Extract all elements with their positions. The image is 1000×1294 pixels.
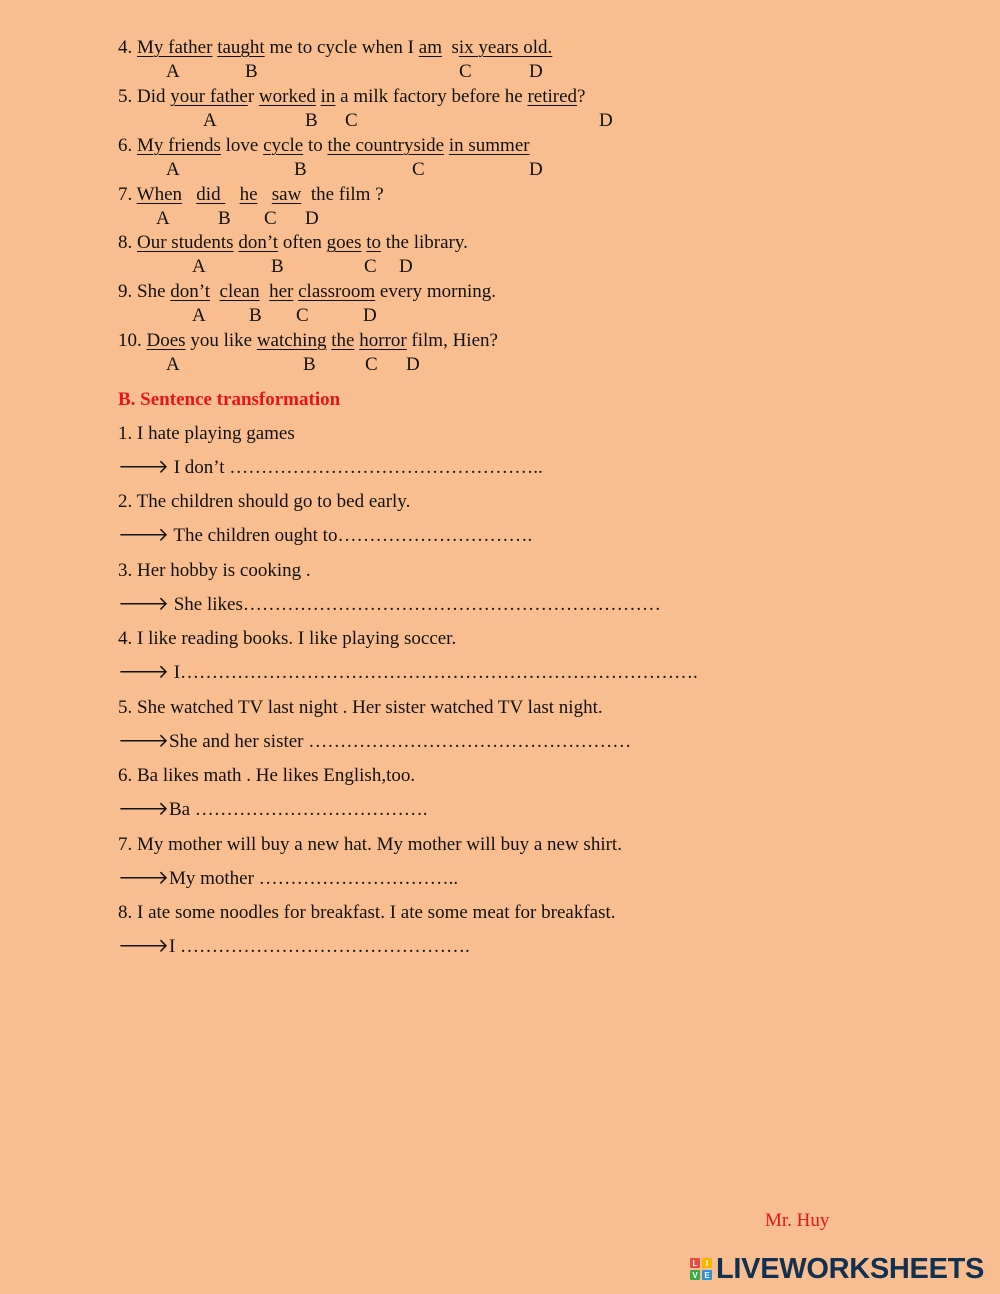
- option-label-c: C: [364, 256, 377, 277]
- liveworksheets-logo[interactable]: [690, 1252, 984, 1286]
- transformation-answer-line: 🡒I ……………………………………….: [118, 936, 470, 957]
- option-label-c: C: [264, 208, 277, 229]
- option-label-b: B: [305, 110, 318, 131]
- transformation-answer-line: 🡒 She likes…………………………………………………………: [118, 594, 661, 615]
- option-label-a: A: [166, 159, 180, 180]
- transformation-answer-line: 🡒My mother …………………………..: [118, 868, 459, 889]
- underlined-option-text: he: [239, 184, 258, 205]
- question-text: [182, 184, 196, 205]
- transformation-prompt: 1. I hate playing games: [118, 423, 295, 444]
- underlined-option-text: in summer: [448, 135, 530, 156]
- underlined-option-text: Does: [146, 330, 186, 351]
- question-9: [118, 281, 496, 303]
- transformation-prompt: 2. The children should go to bed early.: [118, 491, 411, 512]
- underlined-option-text: am: [418, 37, 442, 58]
- underlined-option-text: did: [196, 184, 226, 205]
- option-label-d: D: [529, 159, 543, 180]
- question-text: you like: [185, 330, 257, 351]
- option-label-d: D: [529, 61, 543, 82]
- underlined-option-text: don’t: [238, 232, 279, 253]
- question-text: love: [220, 135, 264, 156]
- option-label-c: C: [345, 110, 358, 131]
- question-7: [118, 184, 384, 206]
- transformation-answer-line: 🡒 I……………………………………………………………………….: [118, 662, 698, 683]
- question-text: a milk factory before he: [335, 86, 528, 107]
- question-text: film, Hien?: [406, 330, 498, 351]
- author-signature: Mr. Huy: [765, 1210, 830, 1231]
- option-label-b: B: [218, 208, 231, 229]
- option-label-b: B: [271, 256, 284, 277]
- underlined-option-text: saw: [271, 184, 302, 205]
- underlined-option-text: the: [331, 330, 355, 351]
- transformation-answer-line: 🡒Ba ……………………………….: [118, 799, 428, 820]
- option-label-a: A: [166, 354, 180, 375]
- question-text: the library.: [381, 232, 468, 253]
- option-label-a: A: [203, 110, 217, 131]
- liveworksheets-logo-icon: [690, 1258, 712, 1280]
- option-label-c: C: [365, 354, 378, 375]
- option-label-c: C: [459, 61, 472, 82]
- transformation-answer-line: 🡒 I don’t …………………………………………..: [118, 457, 543, 478]
- option-label-c: C: [296, 305, 309, 326]
- option-label-a: A: [156, 208, 170, 229]
- option-label-d: D: [399, 256, 413, 277]
- logo-wordmark: LIVEWORKSHEETS: [716, 1252, 985, 1285]
- question-text: 9. She: [118, 281, 171, 302]
- question-text: 8.: [118, 232, 137, 253]
- option-label-c: C: [412, 159, 425, 180]
- transformation-prompt: 4. I like reading books. I like playing soccer.: [118, 628, 457, 649]
- question-text: 5. Did: [118, 86, 171, 107]
- question-text: 4.: [118, 37, 137, 58]
- underlined-option-text: taught: [217, 37, 265, 58]
- logo-mark-letter: V: [690, 1270, 700, 1280]
- question-text: to: [303, 135, 328, 156]
- underlined-option-text: My friends: [137, 135, 221, 156]
- question-8: [118, 232, 468, 254]
- underlined-option-text: classroom: [298, 281, 376, 302]
- transformation-answer-line: 🡒 The children ought to………………………….: [118, 525, 533, 546]
- question-text: me to cycle when I: [264, 37, 419, 58]
- question-4: [118, 37, 552, 59]
- question-5: [118, 86, 585, 108]
- underlined-option-text: don’t: [170, 281, 211, 302]
- transformation-prompt: 3. Her hobby is cooking .: [118, 560, 311, 581]
- option-label-b: B: [245, 61, 258, 82]
- underlined-option-text: retired: [527, 86, 578, 107]
- option-label-b: B: [294, 159, 307, 180]
- underlined-option-text: your fathe: [170, 86, 248, 107]
- option-label-d: D: [406, 354, 420, 375]
- underlined-option-text: in: [320, 86, 336, 107]
- question-text: [260, 281, 270, 302]
- question-text: r: [247, 86, 259, 107]
- underlined-option-text: horror: [359, 330, 407, 351]
- option-label-d: D: [599, 110, 613, 131]
- logo-mark-letter: L: [690, 1258, 700, 1268]
- transformation-prompt: 8. I ate some noodles for breakfast. I ate some meat for breakfast.: [118, 902, 616, 923]
- question-text: s: [441, 37, 459, 58]
- underlined-option-text: When: [136, 184, 183, 205]
- transformation-prompt: 6. Ba likes math . He likes English,too.: [118, 765, 416, 786]
- underlined-option-text: clean: [219, 281, 260, 302]
- underlined-option-text: her: [269, 281, 294, 302]
- section-b-heading: B. Sentence transformation: [118, 389, 341, 410]
- question-10: [118, 330, 498, 352]
- underlined-option-text: worked: [258, 86, 316, 107]
- transformation-prompt: 7. My mother will buy a new hat. My mother will buy a new shirt.: [118, 834, 622, 855]
- question-text: the film ?: [301, 184, 384, 205]
- transformation-prompt: 5. She watched TV last night . Her sister watched TV last night.: [118, 697, 603, 718]
- underlined-option-text: to: [366, 232, 381, 253]
- transformation-answer-line: 🡒She and her sister ……………………………………………: [118, 731, 632, 752]
- option-label-a: A: [166, 61, 180, 82]
- question-text: ?: [577, 86, 586, 107]
- underlined-option-text: goes: [326, 232, 362, 253]
- option-label-a: A: [192, 305, 206, 326]
- underlined-option-text: watching: [256, 330, 327, 351]
- question-6: [118, 135, 530, 157]
- question-text: [210, 281, 220, 302]
- option-label-d: D: [305, 208, 319, 229]
- underlined-option-text: My father: [137, 37, 213, 58]
- option-label-d: D: [363, 305, 377, 326]
- question-text: 10.: [118, 330, 147, 351]
- question-text: [258, 184, 272, 205]
- underlined-option-text: Our students: [137, 232, 234, 253]
- question-text: every morning.: [375, 281, 496, 302]
- logo-mark-letter: E: [702, 1270, 712, 1280]
- option-label-b: B: [249, 305, 262, 326]
- logo-mark-letter: I: [702, 1258, 712, 1268]
- question-text: [225, 184, 239, 205]
- question-text: often: [278, 232, 327, 253]
- question-text: 6.: [118, 135, 137, 156]
- question-text: 7.: [118, 184, 137, 205]
- option-label-a: A: [192, 256, 206, 277]
- underlined-option-text: the countryside: [327, 135, 445, 156]
- underlined-option-text: ix years old.: [458, 37, 553, 58]
- underlined-option-text: cycle: [263, 135, 304, 156]
- option-label-b: B: [303, 354, 316, 375]
